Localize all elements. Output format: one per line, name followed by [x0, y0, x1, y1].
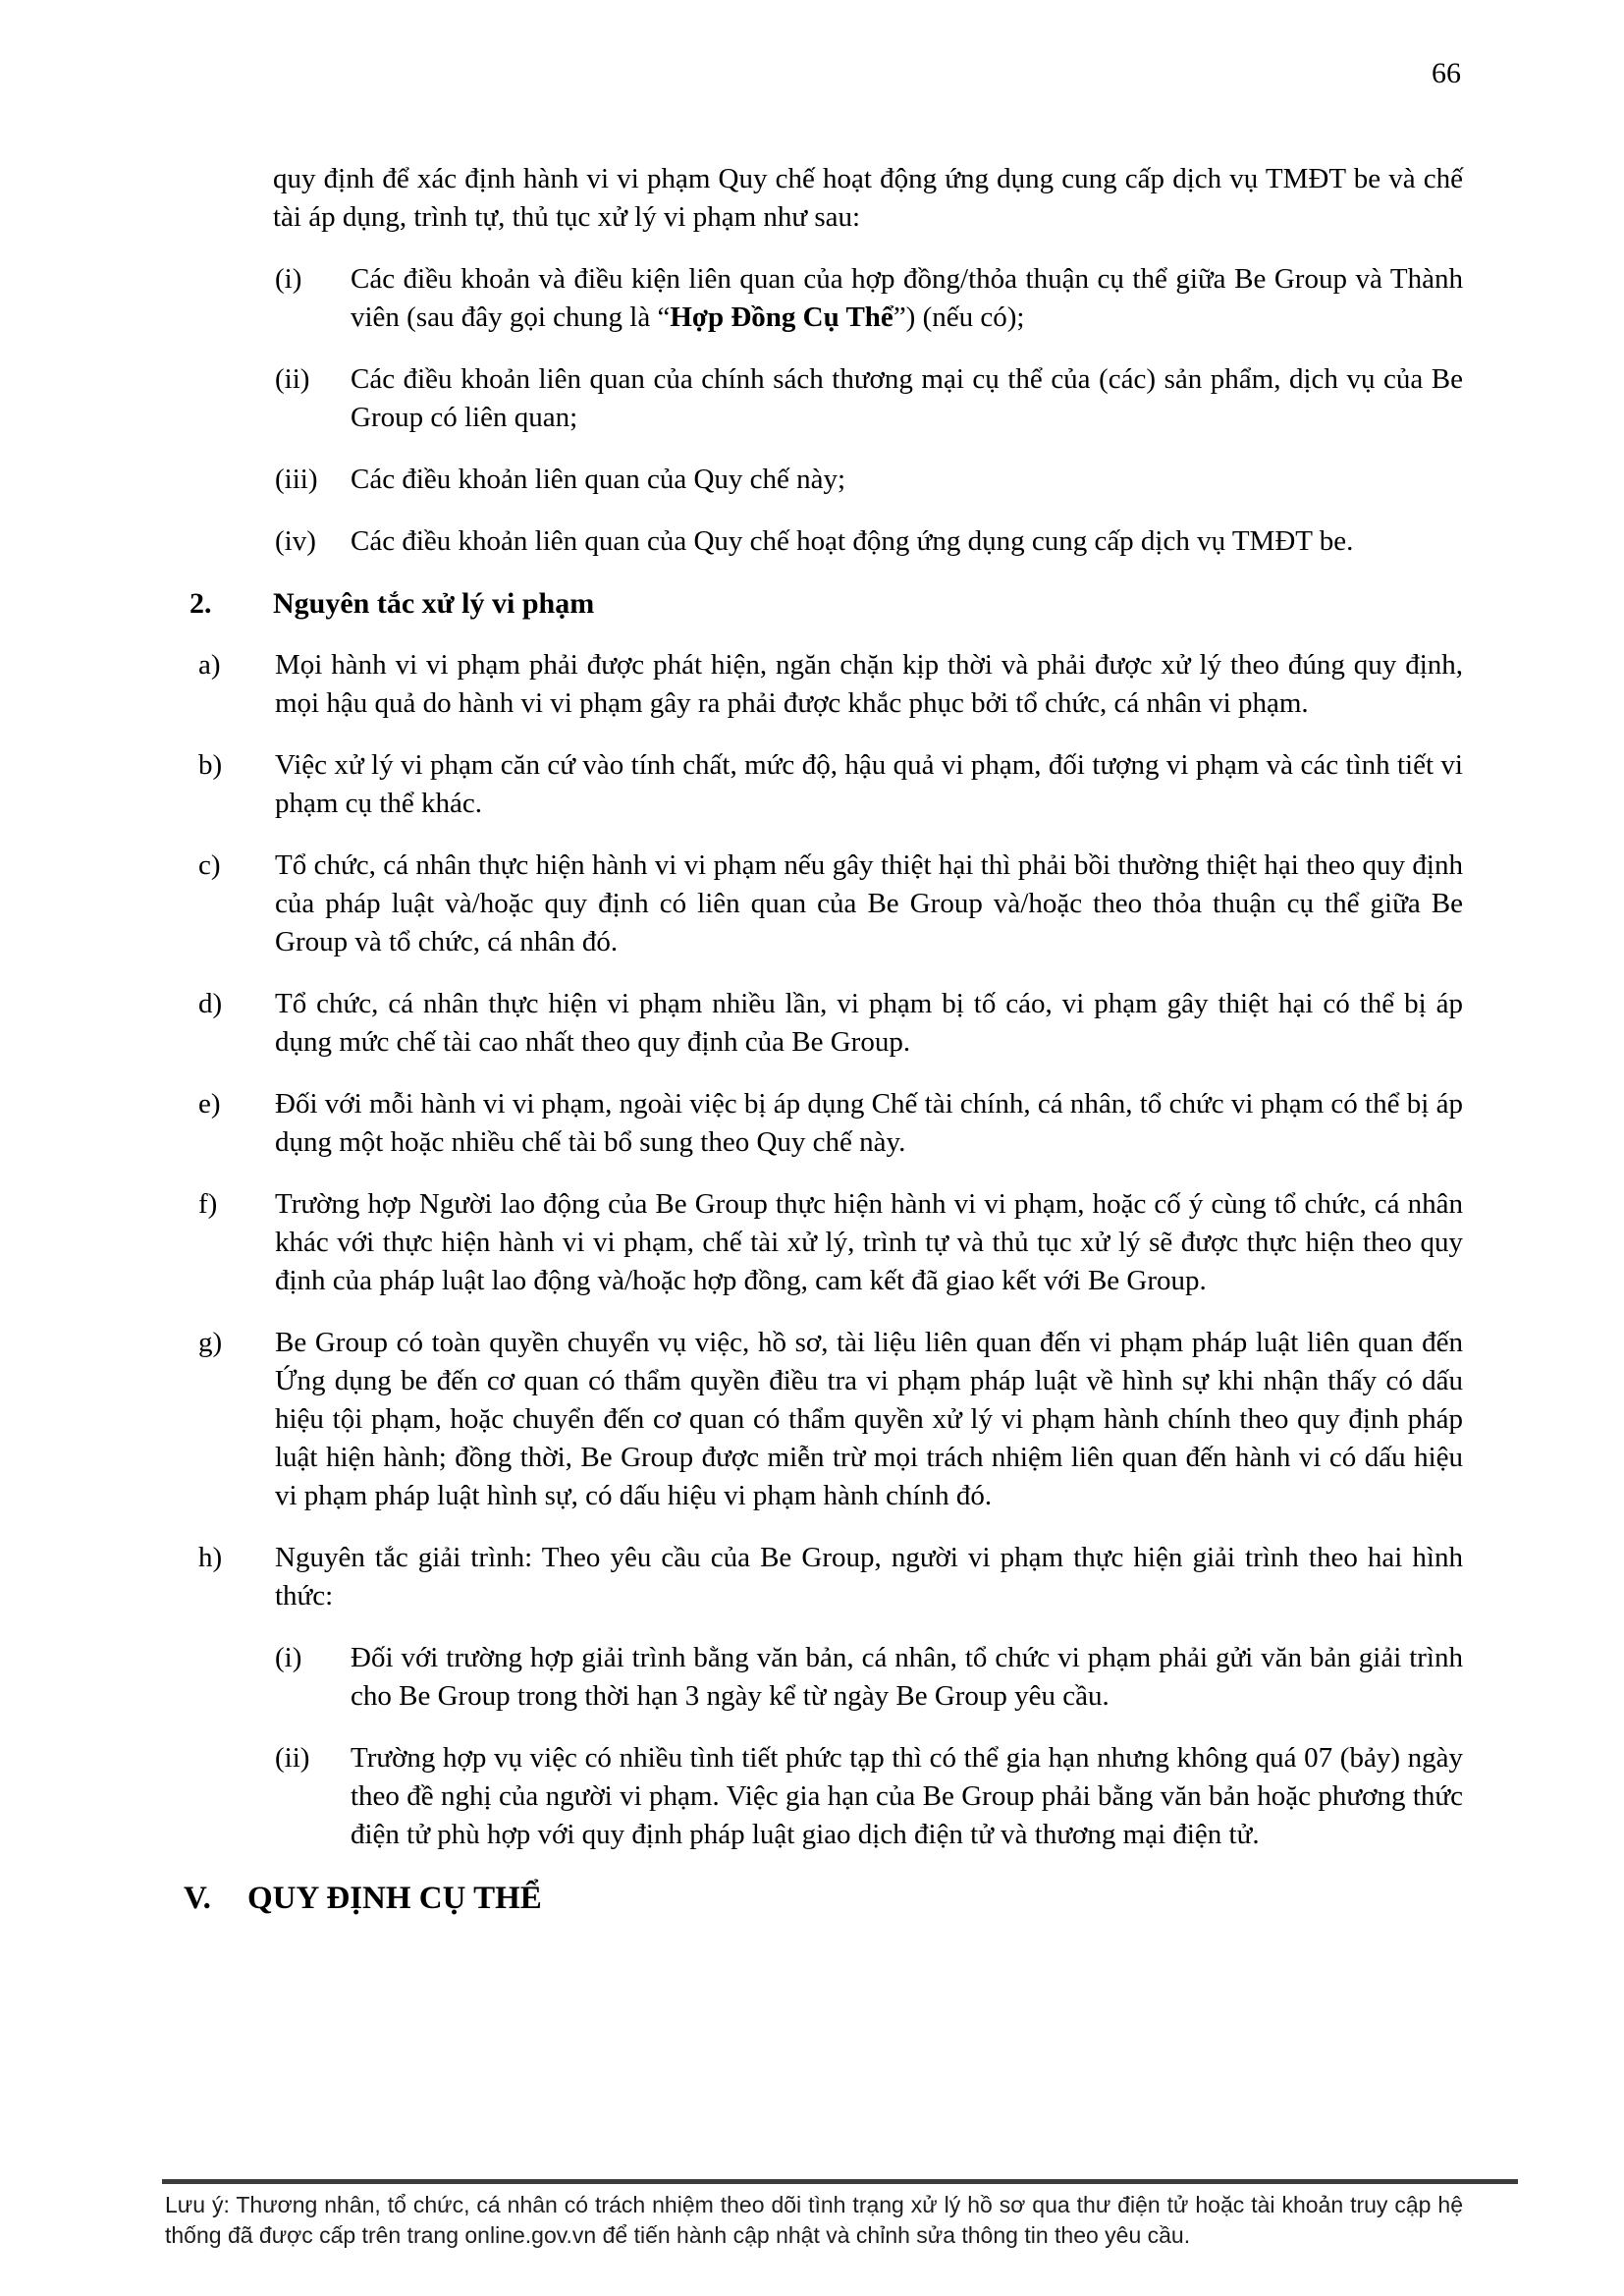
list-marker: (ii) — [275, 1742, 310, 1774]
list-item-e — [198, 1085, 1463, 1162]
list-item-h — [198, 1539, 1463, 1615]
list-marker: (i) — [275, 263, 302, 295]
list-marker: e) — [198, 1088, 221, 1120]
section-number: 2. — [189, 587, 212, 620]
page-content — [184, 160, 1463, 1919]
list-marker: d) — [198, 988, 223, 1019]
footer-note: Lưu ý: Thương nhân, tổ chức, cá nhân có trách nhiệm theo dõi tình trạng xử lý hồ sơ qua thư điện tử hoặc tài khoản truy cập hệ thống đã được cấp trên trang online.gov.vn để tiến hành cập nhật và chỉnh sửa thông tin theo yêu cầu. — [165, 2192, 1463, 2248]
list-item-a — [198, 646, 1463, 723]
list-item-f — [198, 1185, 1463, 1300]
list-item-h-sub-i — [275, 1639, 1463, 1716]
list-marker: (ii) — [275, 363, 310, 395]
list-item-text: Be Group có toàn quyền chuyển vụ việc, hồ sơ, tài liệu liên quan đến vi phạm pháp luật liên quan đến Ứng dụng be đến cơ quan có thẩm quyền điều tra vi phạm pháp luật về hình sự khi nhận thấy có dấu hiệu tội phạm, hoặc chuyển đến cơ quan có thẩm quyền xử lý vi phạm hành chính theo quy định pháp luật hiện hành; đồng thời, Be Group được miễn trừ mọi trách nhiệm liên quan đến hành vi có dấu hiệu vi phạm pháp luật hình sự, có dấu hiệu vi phạm hành chính đó. — [275, 1327, 1463, 1511]
list-marker: c) — [198, 849, 221, 881]
list-item-text: Các điều khoản liên quan của Quy chế này; — [351, 464, 846, 495]
list-item-text: Tổ chức, cá nhân thực hiện vi phạm nhiều lần, vi phạm bị tố cáo, vi phạm gây thiệt hại có thể bị áp dụng mức chế tài cao nhất theo quy định của Be Group. — [275, 988, 1463, 1058]
list-marker: (iv) — [275, 525, 316, 557]
section-title: Nguyên tắc xử lý vi phạm — [273, 587, 595, 620]
footer-divider — [162, 2179, 1518, 2184]
list-item-text: Việc xử lý vi phạm căn cứ vào tính chất, mức độ, hậu quả vi phạm, đối tượng vi phạm và các tình tiết vi phạm cụ thể khác. — [275, 749, 1463, 819]
list-item-text: Trường hợp vụ việc có nhiều tình tiết phức tạp thì có thể gia hạn nhưng không quá 07 (bảy) ngày theo đề nghị của người vi phạm. Việc gia hạn của Be Group phải bằng văn bản hoặc phương thức điện tử phù hợp với quy định pháp luật giao dịch điện tử và thương mại điện tử. — [351, 1742, 1463, 1850]
section-number: V. — [184, 1881, 211, 1916]
intro-paragraph: quy định để xác định hành vi vi phạm Quy chế hoạt động ứng dụng cung cấp dịch vụ TMĐT be và chế tài áp dụng, trình tự, thủ tục xử lý vi phạm như sau: — [273, 163, 1463, 233]
section-title: QUY ĐỊNH CỤ THỂ — [247, 1881, 542, 1916]
list-item-b — [198, 746, 1463, 823]
list-item-text: Các điều khoản liên quan của chính sách thương mại cụ thể của (các) sản phẩm, dịch vụ của Be Group có liên quan; — [351, 363, 1463, 433]
section-heading-v — [184, 1878, 1463, 1919]
list-marker: (iii) — [275, 464, 318, 495]
item-text-post: ”) (nếu có); — [893, 301, 1025, 333]
item-text-pre: Các điều khoản và điều kiện liên quan của hợp đồng/thỏa thuận cụ thể giữa Be Group và Thành viên (sau đây gọi chung là “ — [351, 263, 1463, 333]
list-marker: h) — [198, 1542, 223, 1573]
list-item-h-sub-ii — [275, 1739, 1463, 1854]
list-item-roman-i — [275, 260, 1463, 337]
list-item-d — [198, 985, 1463, 1062]
list-item-text: Nguyên tắc giải trình: Theo yêu cầu của Be Group, người vi phạm thực hiện giải trình theo hai hình thức: — [275, 1542, 1463, 1612]
list-item-roman-ii — [275, 360, 1463, 437]
list-item-text: Đối với mỗi hành vi vi phạm, ngoài việc bị áp dụng Chế tài chính, cá nhân, tổ chức vi phạm có thể bị áp dụng một hoặc nhiều chế tài bổ sung theo Quy chế này. — [275, 1088, 1463, 1158]
list-item-roman-iv — [275, 522, 1463, 561]
item-text-bold: Hợp Đồng Cụ Thể — [670, 301, 893, 333]
list-item-text: Trường hợp Người lao động của Be Group thực hiện hành vi vi phạm, hoặc cố ý cùng tổ chức, cá nhân khác với thực hiện hành vi vi phạm, chế tài xử lý, trình tự và thủ tục xử lý sẽ được thực hiện theo quy định của pháp luật lao động và/hoặc hợp đồng, cam kết đã giao kết với Be Group. — [275, 1188, 1463, 1296]
list-item-text: Các điều khoản liên quan của Quy chế hoạt động ứng dụng cung cấp dịch vụ TMĐT be. — [351, 525, 1354, 557]
list-item-text: Tổ chức, cá nhân thực hiện hành vi vi phạm nếu gây thiệt hại thì phải bồi thường thiệt hại theo quy định của pháp luật và/hoặc quy định có liên quan của Be Group và/hoặc theo thỏa thuận cụ thể giữa Be Group và tổ chức, cá nhân đó. — [275, 849, 1463, 957]
list-marker: g) — [198, 1327, 223, 1358]
page-number: 66 — [1432, 57, 1461, 89]
list-item-c — [198, 847, 1463, 961]
list-item-roman-iii — [275, 461, 1463, 499]
list-item-text: Đối với trường hợp giải trình bằng văn bản, cá nhân, tổ chức vi phạm phải gửi văn bản giải trình cho Be Group trong thời hạn 3 ngày kể từ ngày Be Group yêu cầu. — [351, 1642, 1463, 1712]
list-item-text — [351, 260, 1463, 337]
list-item-g — [198, 1324, 1463, 1515]
list-item-text: Mọi hành vi vi phạm phải được phát hiện, ngăn chặn kịp thời và phải được xử lý theo đúng quy định, mọi hậu quả do hành vi vi phạm gây ra phải được khắc phục bởi tổ chức, cá nhân vi phạm. — [275, 649, 1463, 719]
list-marker: f) — [198, 1188, 218, 1220]
list-marker: (i) — [275, 1642, 302, 1673]
list-marker: a) — [198, 649, 221, 681]
list-marker: b) — [198, 749, 223, 781]
section-heading-2 — [189, 584, 1463, 623]
